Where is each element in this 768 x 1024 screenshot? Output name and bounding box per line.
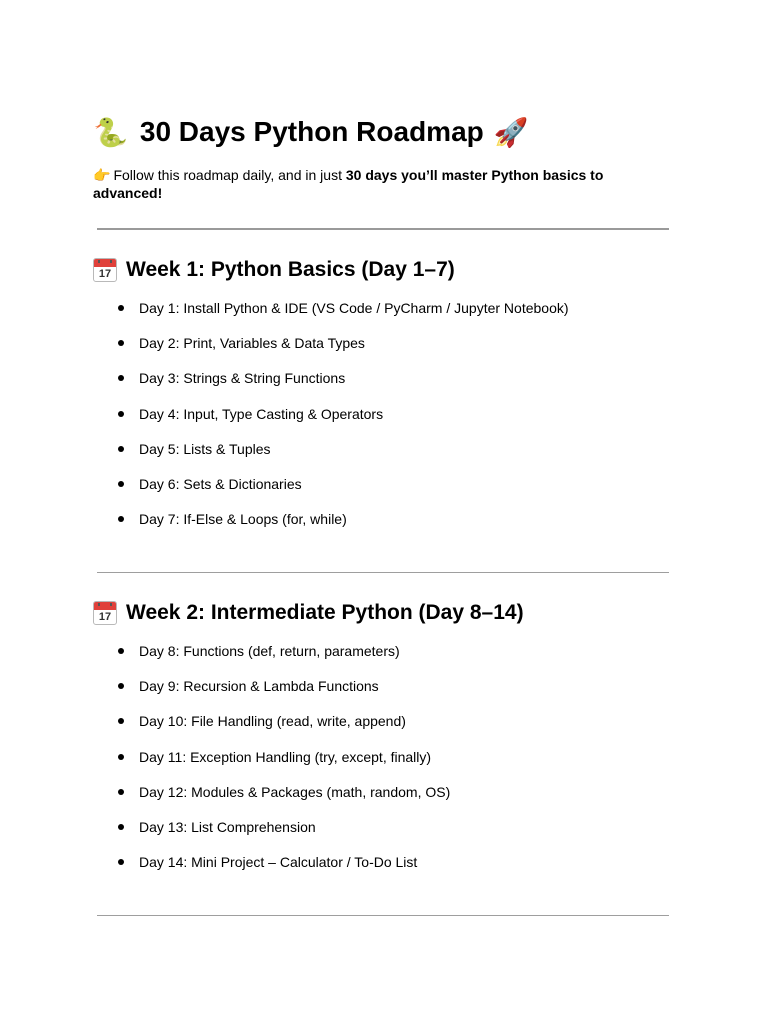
pointing-hand-icon: 👉 [93, 168, 111, 184]
list-item: Day 14: Mini Project – Calculator / To-Do List [115, 845, 450, 880]
list-item: Day 10: File Handling (read, write, append) [115, 704, 450, 739]
list-item: Day 1: Install Python & IDE (VS Code / PyCharm / Jupyter Notebook) [115, 290, 569, 325]
list-item: Day 13: List Comprehension [115, 809, 450, 844]
list-item: Day 5: Lists & Tuples [115, 431, 569, 466]
rocket-icon: 🚀 [493, 115, 529, 149]
bullet-icon [118, 481, 124, 487]
intro-bold-text: 30 days you’ll master Python basics to advanced! [93, 167, 604, 201]
week-1-day-list [115, 290, 569, 537]
bullet-icon [118, 754, 124, 760]
week-2-heading [93, 598, 524, 628]
list-item: Day 9: Recursion & Lambda Functions [115, 668, 450, 703]
bullet-icon [118, 446, 124, 452]
bullet-icon [118, 340, 124, 346]
list-item: Day 6: Sets & Dictionaries [115, 466, 569, 501]
bullet-icon [118, 648, 124, 654]
list-item: Day 7: If-Else & Loops (for, while) [115, 502, 569, 537]
bullet-icon [118, 859, 124, 865]
list-item: Day 11: Exception Handling (try, except, finally) [115, 739, 450, 774]
list-item: Day 2: Print, Variables & Data Types [115, 325, 569, 360]
calendar-icon: 17 [93, 601, 117, 625]
week-2-day-list [115, 633, 450, 880]
bullet-icon [118, 718, 124, 724]
week-1-heading-text: Week 1: Python Basics (Day 1–7) [126, 258, 455, 281]
list-item: Day 12: Modules & Packages (math, random, OS) [115, 774, 450, 809]
bullet-icon [118, 789, 124, 795]
bullet-icon [118, 305, 124, 311]
page-title [93, 112, 529, 152]
list-item: Day 3: Strings & String Functions [115, 361, 569, 396]
intro-paragraph [93, 167, 653, 202]
divider [97, 915, 669, 916]
list-item: Day 4: Input, Type Casting & Operators [115, 396, 569, 431]
page-title-text: 30 Days Python Roadmap [139, 116, 484, 147]
calendar-icon: 17 [93, 258, 117, 282]
bullet-icon [118, 411, 124, 417]
list-item: Day 8: Functions (def, return, parameters) [115, 633, 450, 668]
week-2-heading-text: Week 2: Intermediate Python (Day 8–14) [126, 601, 524, 624]
snake-icon: 🐍 [93, 115, 128, 149]
week-1-heading [93, 255, 455, 285]
bullet-icon [118, 375, 124, 381]
bullet-icon [118, 683, 124, 689]
divider [97, 228, 669, 230]
intro-text: Follow this roadmap daily, and in just [113, 167, 346, 183]
bullet-icon [118, 824, 124, 830]
bullet-icon [118, 516, 124, 522]
divider [97, 572, 669, 573]
